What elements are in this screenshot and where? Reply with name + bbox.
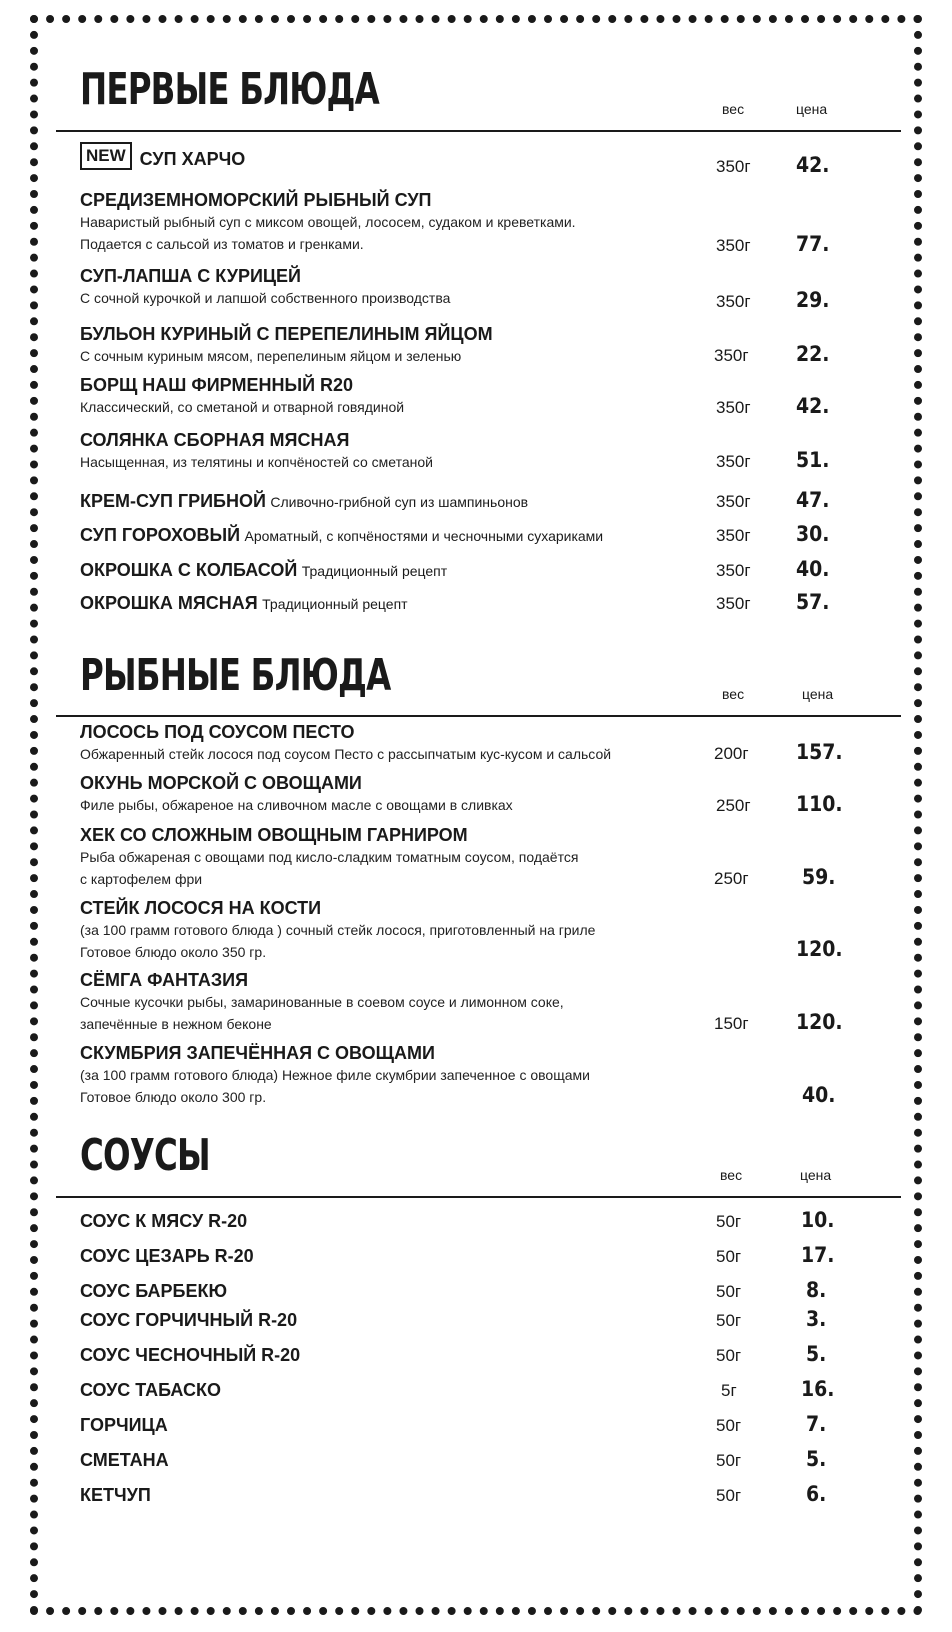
item-description: Обжаренный стейк лосося под соусом Песто с рассыпчатым кус-кусом и сальсой (80, 746, 612, 762)
item-weight: 50г (716, 1247, 742, 1266)
item-price: 120. (796, 937, 843, 961)
item-price: 17. (801, 1243, 835, 1267)
item-description: Готовое блюдо около 300 гр. (80, 1089, 267, 1105)
price-column-header: цена (800, 1167, 832, 1183)
item-price: 47. (796, 488, 830, 512)
item-name: СУП ГОРОХОВЫЙ (80, 525, 241, 545)
item-description: Рыба обжареная с овощами под кисло-сладким томатным соусом, подаётся (80, 849, 579, 865)
item-weight: 50г (716, 1486, 742, 1505)
item-price: 8. (806, 1278, 827, 1302)
item-description: Сливочно-грибной суп из шампиньонов (270, 494, 529, 510)
item-price: 6. (806, 1482, 827, 1506)
item-name: СТЕЙК ЛОСОСЯ НА КОСТИ (80, 898, 322, 918)
weight-column-header: вес (722, 686, 745, 702)
item-weight: 50г (716, 1416, 742, 1435)
item-price: 59. (802, 865, 836, 889)
section-divider (56, 1196, 901, 1198)
item-description: (за 100 грамм готового блюда ) сочный стейк лосося, приготовленный на гриле (80, 922, 596, 938)
item-weight: 50г (716, 1311, 742, 1330)
item-weight: 350г (716, 492, 751, 511)
item-price: 30. (796, 522, 830, 546)
item-weight: 250г (714, 869, 749, 888)
menu-item (80, 721, 700, 765)
menu-item (80, 374, 700, 418)
item-description: С сочной курочкой и лапшой собственного производства (80, 290, 451, 306)
menu-item (80, 146, 700, 174)
item-price: 5. (806, 1342, 827, 1366)
sauce-item-name: СОУС ГОРЧИЧНЫЙ R-20 (80, 1310, 298, 1330)
price-column-header: цена (796, 101, 828, 117)
item-name: СЁМГА ФАНТАЗИЯ (80, 970, 249, 990)
new-badge: NEW (80, 142, 132, 170)
weight-column-header: вес (722, 101, 745, 117)
menu-item (80, 772, 700, 816)
item-price: 3. (806, 1307, 827, 1331)
menu-item (80, 189, 700, 255)
item-price: 77. (796, 232, 830, 256)
menu-item (80, 490, 700, 512)
item-description: Сочные кусочки рыбы, замаринованные в соевом соусе и лимонном соке, (80, 994, 564, 1010)
item-name: ОКРОШКА МЯСНАЯ (80, 593, 258, 613)
item-weight: 250г (716, 796, 751, 815)
item-weight: 350г (714, 346, 749, 365)
item-description: Классический, со сметаной и отварной говядиной (80, 399, 405, 415)
item-description: Ароматный, с копчёностями и чесночными сухариками (244, 528, 604, 544)
item-name: СУП ХАРЧО (139, 149, 246, 169)
item-price: 57. (796, 590, 830, 614)
menu-item (80, 824, 700, 890)
price-column-header: цена (802, 686, 834, 702)
item-description: Традиционный рецепт (301, 563, 448, 579)
sauce-item-name: СМЕТАНА (80, 1450, 169, 1470)
menu-item (80, 969, 700, 1035)
item-weight: 50г (716, 1282, 742, 1301)
item-description: Филе рыбы, обжареное на сливочном масле с овощами в сливках (80, 797, 513, 813)
item-name: СКУМБРИЯ ЗАПЕЧЁННАЯ С ОВОЩАМИ (80, 1043, 435, 1063)
item-name: БОРЩ НАШ ФИРМЕННЫЙ R20 (80, 375, 354, 395)
menu-item (80, 323, 700, 367)
item-name: БУЛЬОН КУРИНЫЙ С ПЕРЕПЕЛИНЫМ ЯЙЦОМ (80, 324, 493, 344)
item-name: ОКУНЬ МОРСКОЙ С ОВОЩАМИ (80, 773, 362, 793)
item-price: 51. (796, 448, 830, 472)
item-price: 40. (802, 1083, 836, 1107)
menu-item (80, 592, 700, 614)
sauce-item-name: СОУС ЧЕСНОЧНЫЙ R-20 (80, 1345, 301, 1365)
item-weight: 350г (716, 236, 751, 255)
item-price: 29. (796, 288, 830, 312)
item-weight: 350г (716, 292, 751, 311)
weight-column-header: вес (720, 1167, 743, 1183)
item-price: 10. (801, 1208, 835, 1232)
item-weight: 150г (714, 1014, 749, 1033)
sauce-item-name: СОУС БАРБЕКЮ (80, 1281, 228, 1301)
menu-item (80, 1042, 700, 1108)
item-price: 40. (796, 557, 830, 581)
item-price: 42. (796, 394, 830, 418)
item-description: Подается с сальсой из томатов и гренками. (80, 236, 364, 252)
item-weight: 350г (716, 526, 751, 545)
item-weight: 350г (716, 594, 751, 613)
item-description: запечённые в нежном беконе (80, 1016, 272, 1032)
section-title-first-courses: ПЕРВЫЕ БЛЮДА (80, 64, 379, 115)
item-name: ОКРОШКА С КОЛБАСОЙ (80, 560, 298, 580)
section-divider (56, 130, 901, 132)
item-description: Традиционный рецепт (262, 596, 408, 612)
item-weight: 50г (716, 1212, 742, 1231)
section-title-fish-dishes: РЫБНЫЕ БЛЮДА (80, 650, 391, 701)
sauce-item-name: СОУС К МЯСУ R-20 (80, 1211, 248, 1231)
item-price: 42. (796, 153, 830, 177)
menu-item (80, 524, 700, 546)
sauce-item-name: СОУС ТАБАСКО (80, 1380, 221, 1400)
item-weight: 350г (716, 157, 751, 176)
item-weight: 350г (716, 561, 751, 580)
item-name: КРЕМ-СУП ГРИБНОЙ (80, 491, 266, 511)
item-price: 22. (796, 342, 830, 366)
item-description: с картофелем фри (80, 871, 203, 887)
item-weight: 5г (721, 1381, 737, 1400)
item-description: (за 100 грамм готового блюда) Нежное филе скумбрии запеченное с овощами (80, 1067, 590, 1083)
item-description: Насыщенная, из телятины и копчёностей со сметаной (80, 454, 433, 470)
section-divider (56, 715, 901, 717)
item-price: 7. (806, 1412, 827, 1436)
section-title-sauces: СОУСЫ (80, 1130, 210, 1181)
menu-item (80, 559, 700, 581)
menu-item (80, 897, 700, 963)
item-price: 110. (796, 792, 843, 816)
menu-item (80, 429, 700, 473)
item-name: ЛОСОСЬ ПОД СОУСОМ ПЕСТО (80, 722, 355, 742)
item-price: 120. (796, 1010, 843, 1034)
item-price: 157. (796, 740, 843, 764)
item-weight: 350г (716, 398, 751, 417)
item-weight: 50г (716, 1451, 742, 1470)
item-weight: 350г (716, 452, 751, 471)
sauce-item-name: СОУС ЦЕЗАРЬ R-20 (80, 1246, 254, 1266)
item-description: С сочным куриным мясом, перепелиным яйцом и зеленью (80, 348, 462, 364)
item-name: СУП-ЛАПША С КУРИЦЕЙ (80, 266, 301, 286)
item-price: 5. (806, 1447, 827, 1471)
item-weight: 200г (714, 744, 749, 763)
item-description: Готовое блюдо около 350 гр. (80, 944, 267, 960)
item-name: ХЕК СО СЛОЖНЫМ ОВОЩНЫМ ГАРНИРОМ (80, 825, 468, 845)
sauce-item-name: ГОРЧИЦА (80, 1415, 168, 1435)
item-name: СОЛЯНКА СБОРНАЯ МЯСНАЯ (80, 430, 350, 450)
item-description: Наваристый рыбный суп с миксом овощей, лососем, судаком и креветками. (80, 214, 576, 230)
item-name: СРЕДИЗЕМНОМОРСКИЙ РЫБНЫЙ СУП (80, 190, 432, 210)
item-weight: 50г (716, 1346, 742, 1365)
menu-item (80, 265, 700, 309)
item-price: 16. (801, 1377, 835, 1401)
sauce-item-name: КЕТЧУП (80, 1485, 151, 1505)
